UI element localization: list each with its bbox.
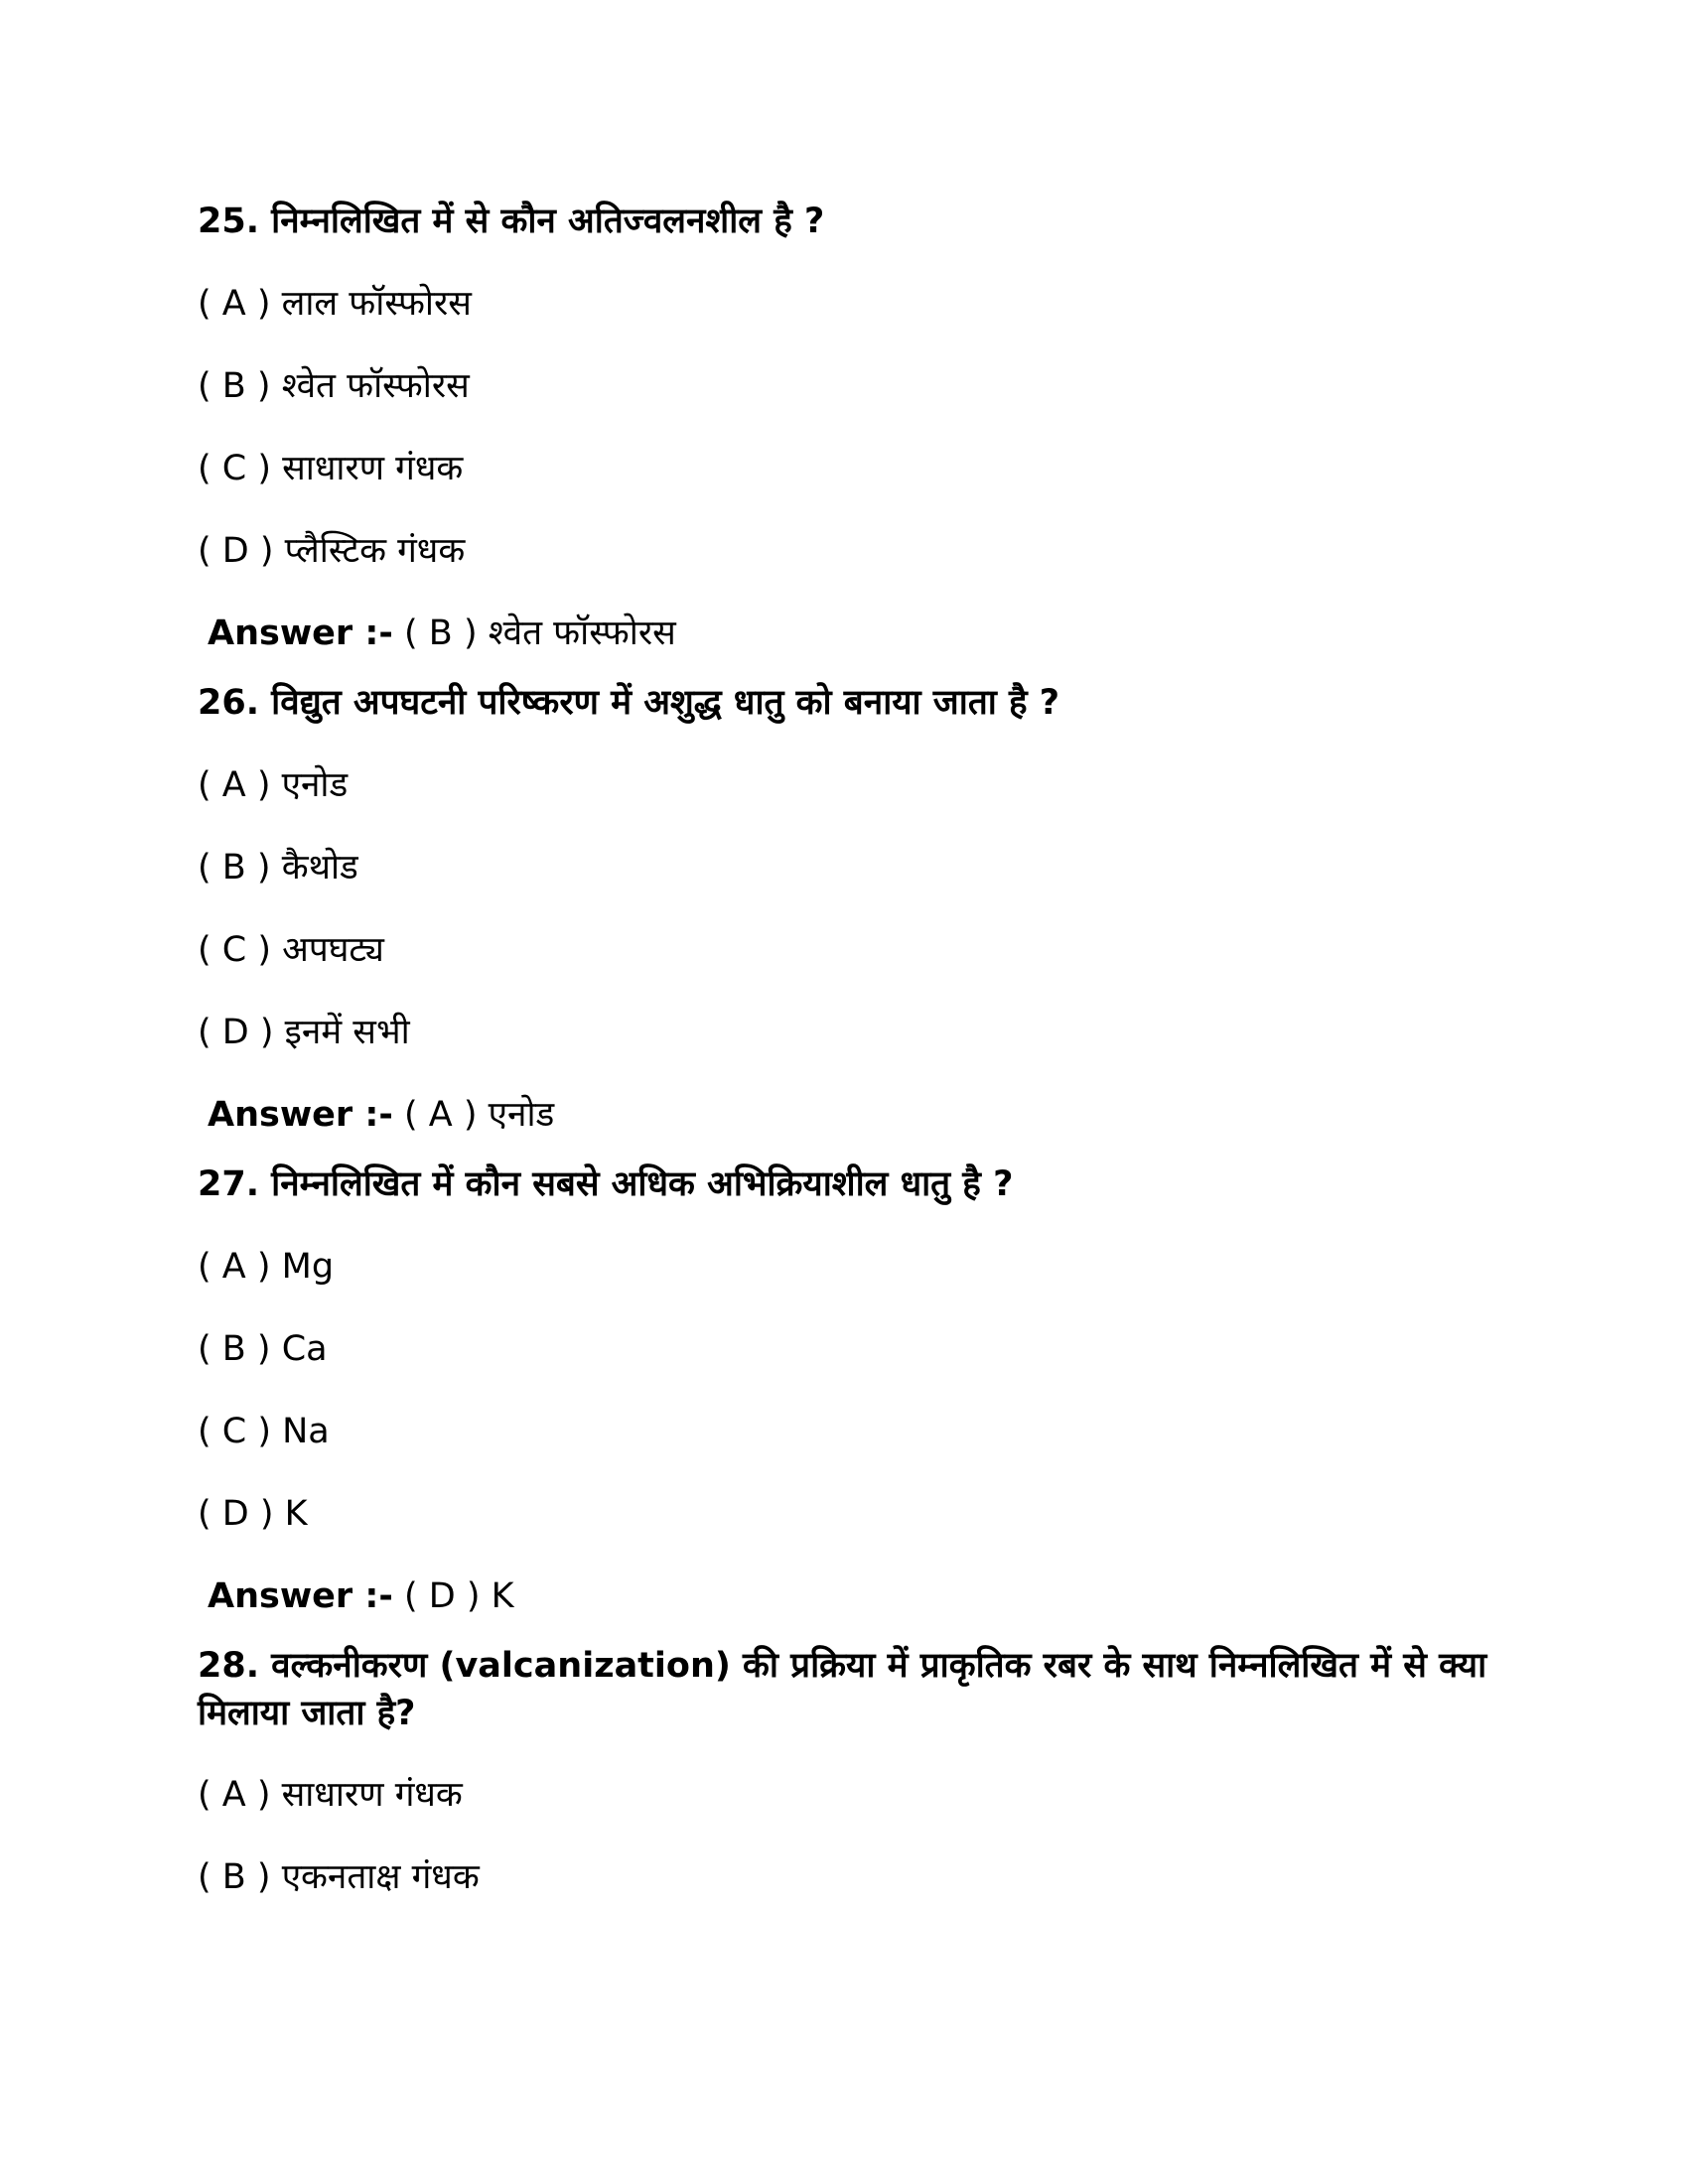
- option-d: ( D ) प्लैस्टिक गंधक: [198, 531, 466, 571]
- option-d: ( D ) K: [198, 1494, 308, 1534]
- option-c: ( C ) Na: [198, 1412, 330, 1451]
- question-26: [198, 679, 1488, 1135]
- question-28: [198, 1642, 1488, 1897]
- option-b: ( B ) कैथोड: [198, 848, 358, 887]
- option-c: ( C ) साधारण गंधक: [198, 449, 464, 488]
- option-a: ( A ) एनोड: [198, 765, 349, 805]
- answer-label: Answer :-: [208, 1576, 393, 1616]
- answer-line: [208, 610, 676, 657]
- option-a: ( A ) लाल फॉस्फोरस: [198, 284, 472, 324]
- option-b: ( B ) Ca: [198, 1329, 328, 1369]
- answer-value: ( B ) श्वेत फॉस्फोरस: [404, 614, 676, 653]
- option-d: ( D ) इनमें सभी: [198, 1013, 410, 1052]
- option-c: ( C ) अपघट्य: [198, 930, 384, 970]
- answer-label: Answer :-: [208, 614, 393, 653]
- option-b: ( B ) श्वेत फॉस्फोरस: [198, 366, 470, 406]
- question-25: [198, 198, 1488, 653]
- question-title: 26. विद्युत अपघटनी परिष्करण में अशुद्ध धातु को बनाया जाता है ?: [198, 683, 1060, 723]
- option-b: ( B ) एकनताक्ष गंधक: [198, 1857, 480, 1897]
- option-a: ( A ) Mg: [198, 1247, 335, 1287]
- answer-line: [208, 1091, 554, 1139]
- question-title: 28. वल्कनीकरण (valcanization) की प्रक्रिया में प्राकृतिक रबर के साथ निम्नलिखित में से क्या मिलाया जाता है?: [198, 1646, 1487, 1733]
- question-title: 27. निम्नलिखित में कौन सबसे अधिक अभिक्रियाशील धातु है ?: [198, 1164, 1014, 1204]
- question-title: 25. निम्नलिखित में से कौन अतिज्वलनशील है ?: [198, 202, 825, 241]
- answer-label: Answer :-: [208, 1095, 393, 1135]
- answer-value: ( D ) K: [404, 1576, 514, 1616]
- option-a: ( A ) साधारण गंधक: [198, 1775, 463, 1815]
- answer-value: ( A ) एनोड: [404, 1095, 555, 1135]
- question-27: [198, 1160, 1488, 1616]
- answer-line: [208, 1572, 514, 1620]
